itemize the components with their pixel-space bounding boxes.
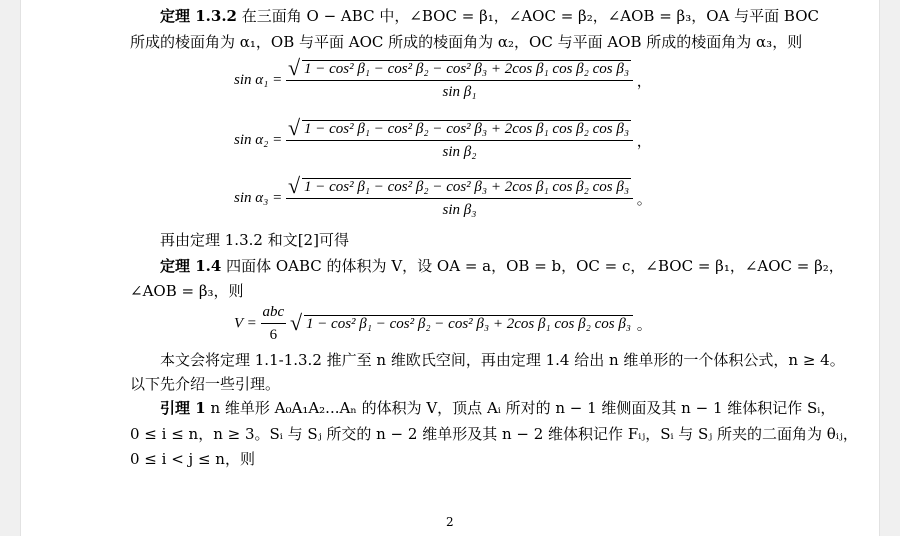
viewer-right-margin (879, 0, 900, 536)
numerator: abc (262, 304, 285, 320)
radicand: 1 − cos² β₁ − cos² β₂ − cos² β₃ + 2cos β₁ cos β₂ cos β₃ (305, 316, 632, 332)
equation-lhs: sin α₂ = (234, 132, 283, 148)
lemma-text: n 维单形 A₀A₁A₂...Aₙ 的体积为 V，顶点 Aᵢ 所对的 n − 1 维侧面及其 n − 1 维体积记作 Sᵢ， (210, 399, 836, 417)
theorem-label: 定理 1.4 (160, 257, 222, 275)
denominator: sin β₃ (286, 198, 633, 219)
punctuation: 。 (636, 317, 652, 334)
theorem-text: 四面体 OABC 的体积为 V，设 OA = a，OB = b，OC = c，∠BOC = β₁，∠AOC = β₂， (226, 257, 844, 275)
fraction: √ 1 − cos² β₁ − cos² β₂ − cos² β₃ + 2cos β₁ cos β₂ cos β₃ sin β₂ (286, 120, 633, 161)
equation-lhs: V = (234, 315, 257, 332)
lemma-1-line1 (160, 398, 835, 418)
lemma-1-line3: 0 ≤ i < j ≤ n，则 (130, 450, 255, 468)
equation-sin-alpha3 (234, 173, 652, 219)
theorem-1-4-line1 (160, 256, 844, 276)
square-root: √ 1 − cos² β₁ − cos² β₂ − cos² β₃ + 2cos β₁ cos β₂ cos β₃ (289, 310, 632, 335)
paragraph-line1: 本文会将定理 1.1-1.3.2 推广至 n 维欧氏空间，再由定理 1.4 给出 n 维单形的一个体积公式，n ≥ 4。 (160, 351, 845, 369)
theorem-label: 定理 1.3.2 (160, 7, 237, 25)
equation-lhs: sin α₃ = (234, 190, 283, 206)
fraction: √ 1 − cos² β₁ − cos² β₂ − cos² β₃ + 2cos β₁ cos β₂ cos β₃ sin β₁ (286, 60, 633, 101)
equation-sin-alpha2 (234, 115, 652, 161)
theorem-1-4-line2: ∠AOB = β₃，则 (130, 282, 244, 300)
radicand: 1 − cos² β₁ − cos² β₂ − cos² β₃ + 2cos β₁ cos β₂ cos β₃ (303, 121, 630, 137)
theorem-text: 在三面角 O − ABC 中，∠BOC = β₁，∠AOC = β₂，∠AOB = β₃，OA 与平面 BOC (241, 7, 819, 25)
denominator: sin β₂ (286, 140, 633, 161)
punctuation: ， (636, 74, 652, 90)
radicand: 1 − cos² β₁ − cos² β₂ − cos² β₃ + 2cos β₁ cos β₂ cos β₃ (303, 179, 630, 195)
page-number: 2 (446, 515, 454, 529)
equation-sin-alpha1 (234, 55, 652, 101)
text-after-theorem: 再由定理 1.3.2 和文[2]可得 (160, 231, 349, 249)
denominator: 6 (261, 323, 287, 344)
radicand: 1 − cos² β₁ − cos² β₂ − cos² β₃ + 2cos β₁ cos β₂ cos β₃ (303, 61, 630, 77)
punctuation: ， (636, 134, 652, 150)
lemma-label: 引理 1 (160, 399, 206, 417)
denominator: sin β₁ (286, 80, 633, 101)
equation-volume (234, 304, 652, 344)
paragraph-line2: 以下先介绍一些引理。 (130, 375, 281, 393)
punctuation: 。 (636, 192, 652, 208)
lemma-1-line2: 0 ≤ i ≤ n，n ≥ 3。Sᵢ 与 Sⱼ 所交的 n − 2 维单形及其 n − 2 维体积记作 Fᵢⱼ，Sᵢ 与 Sⱼ 所夹的二面角为 θᵢⱼ， (130, 425, 858, 443)
theorem-1-3-2-line1 (160, 6, 819, 26)
fraction: √ 1 − cos² β₁ − cos² β₂ − cos² β₃ + 2cos β₁ cos β₂ cos β₃ sin β₃ (286, 178, 633, 219)
theorem-1-3-2-line2: 所成的棱面角为 α₁，OB 与平面 AOC 所成的棱面角为 α₂，OC 与平面 AOB 所成的棱面角为 α₃，则 (130, 33, 803, 51)
viewer-left-margin (0, 0, 21, 536)
fraction (261, 304, 287, 344)
equation-lhs: sin α₁ = (234, 72, 283, 88)
